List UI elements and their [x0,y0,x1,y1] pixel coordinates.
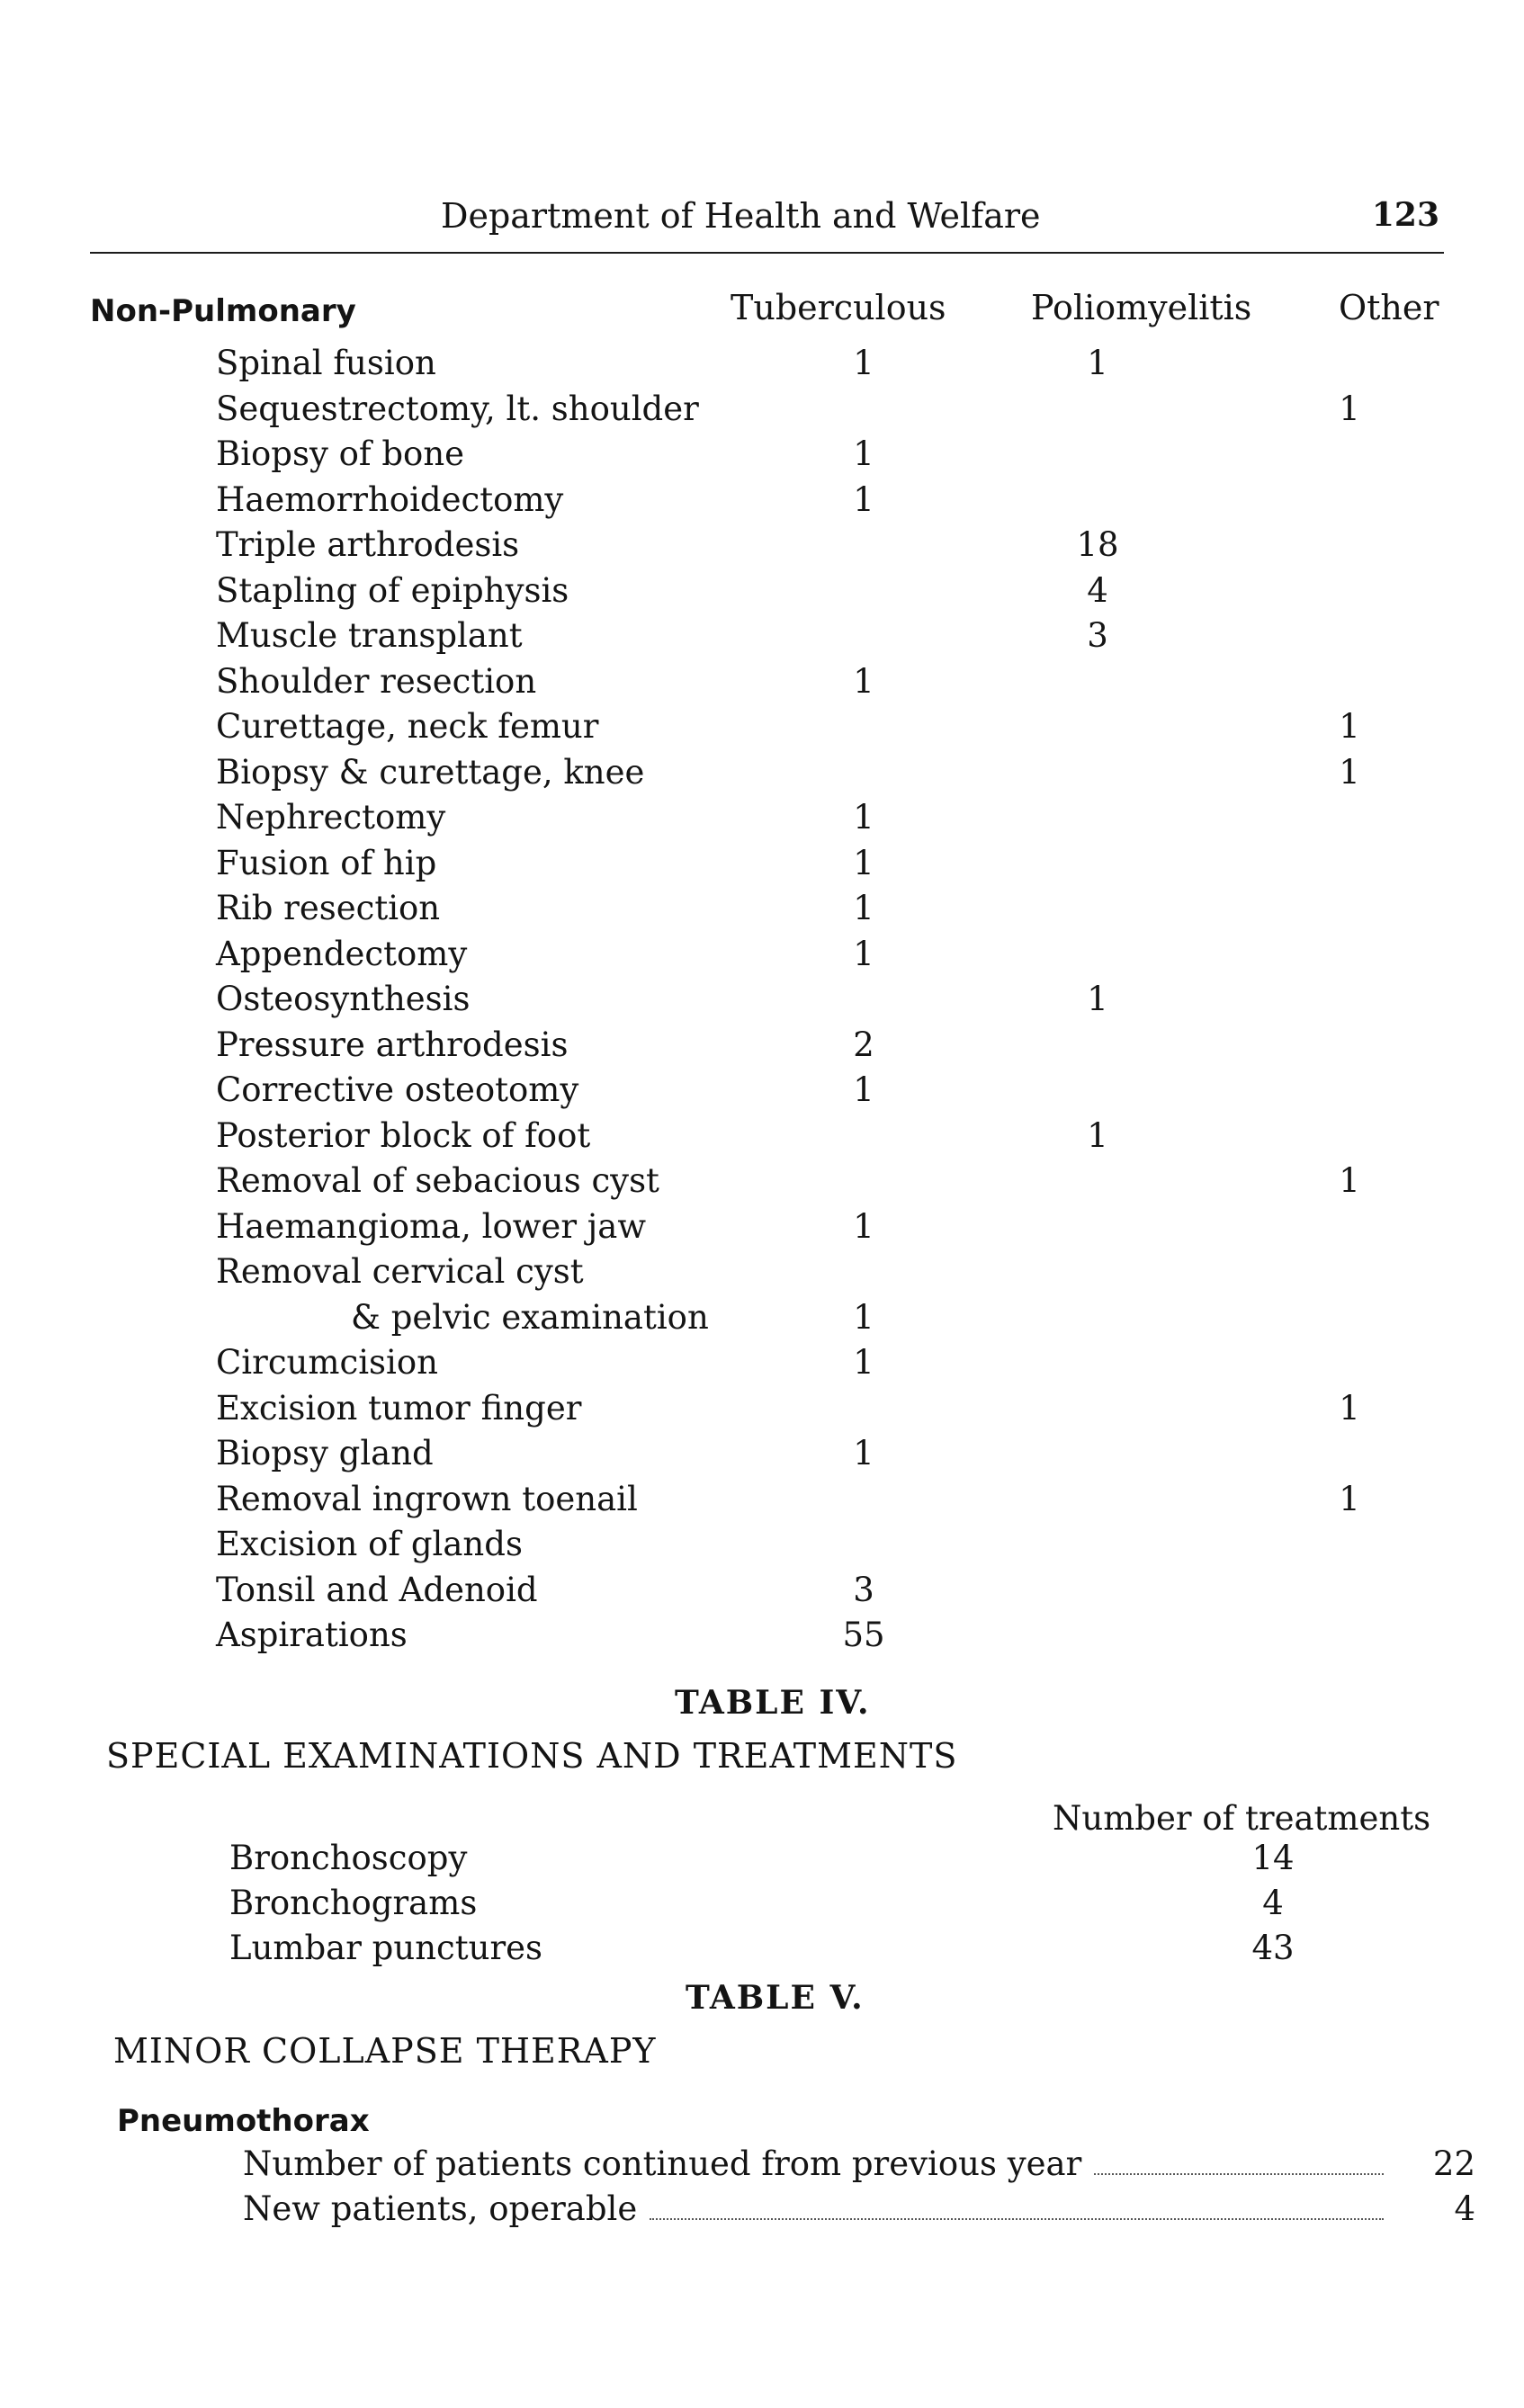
procedure-name: Haemangioma, lower jaw [216,1206,646,1246]
poliomyelitis-count: 3 [1087,616,1108,655]
table-row [0,1616,1524,1661]
procedure-name: Nephrectomy [216,798,446,837]
table-row [0,980,1524,1025]
tuberculous-count: 1 [853,1206,874,1246]
row-label: Number of patients continued from previous year [243,2144,1082,2183]
tuberculous-count: 1 [853,344,874,382]
table4-subtitle: SPECIAL EXAMINATIONS AND TREATMENTS [106,1736,958,1776]
tuberculous-count: 3 [853,1570,874,1609]
table-row [0,1343,1524,1389]
tuberculous-count: 1 [853,843,874,882]
procedure-name: Circumcision [216,1343,438,1382]
procedure-name: Haemorrhoidectomy [216,479,564,519]
row-value: 14 [1251,1839,1295,1877]
row-label: New patients, operable [243,2189,638,2228]
procedure-name: & pelvic examination [351,1297,709,1337]
dot-leader [650,2217,1384,2220]
table3-body [0,344,1524,1661]
table-row [0,434,1524,480]
table4-caption: TABLE IV. [675,1684,871,1722]
row-value: 4 [1262,1884,1284,1922]
column-header-poliomyelitis: Poliomyelitis [1031,288,1252,327]
table-row [0,753,1524,799]
table-row [0,571,1524,617]
tuberculous-count: 1 [853,1343,874,1382]
running-head [90,196,1439,246]
row-label: Bronchoscopy [229,1839,468,1877]
table-row [0,1525,1524,1571]
table3-header [90,288,1457,333]
table-row [0,798,1524,844]
procedure-name: Aspirations [216,1616,408,1654]
procedure-name: Removal cervical cyst [216,1252,584,1291]
procedure-name: Sequestrectomy, lt. shoulder [216,389,699,428]
procedure-name: Biopsy & curettage, knee [216,752,645,792]
table-row [0,1116,1524,1162]
table4-column-header: Number of treatments [1053,1799,1431,1838]
table5-subtitle: MINOR COLLAPSE THERAPY [113,2031,657,2071]
procedure-name: Stapling of epiphysis [216,570,569,610]
poliomyelitis-count: 1 [1087,980,1108,1018]
table-row [0,1298,1524,1344]
poliomyelitis-count: 1 [1087,344,1108,382]
column-header-tuberculous: Tuberculous [731,288,946,327]
procedure-name: Appendectomy [216,934,468,973]
row-value: 4 [1454,2189,1475,2228]
table-row [0,525,1524,571]
table5-caption: TABLE V. [686,1979,865,2017]
row-value: 43 [1251,1929,1295,1967]
procedure-name: Biopsy of bone [216,434,465,473]
table-row [0,1161,1524,1207]
other-count: 1 [1339,1388,1360,1428]
tuberculous-count: 2 [853,1025,874,1064]
other-count: 1 [1339,1479,1360,1518]
table-row [0,1252,1524,1298]
table-row [229,1929,1399,1974]
table-row [0,662,1524,708]
procedure-name: Triple arthrodesis [216,525,520,564]
running-title: Department of Health and Welfare [441,196,1041,236]
table-row [0,1434,1524,1480]
tuberculous-count: 1 [853,889,874,927]
poliomyelitis-count: 18 [1076,525,1119,564]
procedure-name: Excision of glands [216,1525,523,1563]
poliomyelitis-count: 1 [1087,1115,1108,1155]
procedure-name: Removal ingrown toenail [216,1479,638,1518]
tuberculous-count: 1 [853,798,874,837]
procedure-name: Excision tumor finger [216,1388,582,1428]
tuberculous-count: 1 [853,479,874,519]
other-count: 1 [1339,752,1360,792]
tuberculous-count: 1 [853,934,874,973]
table-row [229,1839,1399,1884]
table-row [0,480,1524,526]
table-row [243,2144,1475,2189]
procedure-name: Biopsy gland [216,1434,434,1473]
tuberculous-count: 1 [853,434,874,473]
other-count: 1 [1339,389,1360,428]
section-title-non-pulmonary: Non-Pulmonary [90,293,356,329]
procedure-name: Fusion of hip [216,843,437,882]
table-row [243,2189,1475,2234]
tuberculous-count: 1 [853,1434,874,1473]
table-row [0,844,1524,890]
dot-leader [1094,2172,1384,2175]
procedure-name: Osteosynthesis [216,980,471,1018]
procedure-name: Removal of sebacious cyst [216,1161,659,1200]
tuberculous-count: 55 [842,1616,885,1654]
procedure-name: Posterior block of foot [216,1115,591,1155]
row-value: 22 [1432,2144,1475,2183]
procedure-name: Pressure arthrodesis [216,1025,569,1064]
table-row [0,1025,1524,1071]
procedure-name: Curettage, neck femur [216,707,599,746]
column-header-other: Other [1339,288,1439,327]
table-row [0,1070,1524,1116]
table-row [0,1389,1524,1435]
procedure-name: Muscle transplant [216,616,523,655]
other-count: 1 [1339,1161,1360,1200]
header-rule [90,252,1444,254]
tuberculous-count: 1 [853,1070,874,1109]
table-row [0,1207,1524,1253]
table-row [0,889,1524,935]
table-row [0,344,1524,389]
other-count: 1 [1339,707,1360,746]
table-row [0,935,1524,980]
table-row [0,616,1524,662]
table-row [0,1480,1524,1526]
procedure-name: Shoulder resection [216,661,537,701]
tuberculous-count: 1 [853,661,874,701]
table-row [0,1571,1524,1616]
procedure-name: Tonsil and Adenoid [216,1570,538,1609]
page-number: 123 [1371,196,1439,234]
table-row [0,389,1524,435]
tuberculous-count: 1 [853,1297,874,1337]
table-row [0,707,1524,753]
table-row [229,1884,1399,1929]
row-label: Bronchograms [229,1884,478,1922]
procedure-name: Spinal fusion [216,344,436,382]
section-title-pneumothorax: Pneumothorax [117,2103,370,2139]
procedure-name: Corrective osteotomy [216,1070,579,1109]
row-label: Lumbar punctures [229,1929,543,1967]
poliomyelitis-count: 4 [1087,570,1108,610]
procedure-name: Rib resection [216,889,441,927]
